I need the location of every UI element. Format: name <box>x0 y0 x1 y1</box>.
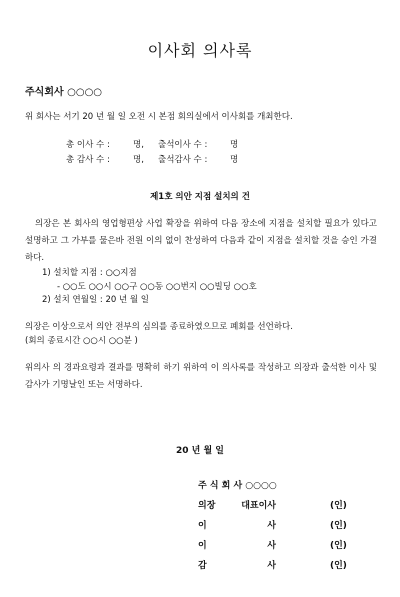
auditors-present-unit: 명 <box>230 155 239 165</box>
agenda-item-2: 2) 설치 연월일 : 20 년 월 일 <box>42 295 150 305</box>
directors-total-label: 총 이사 수 : <box>66 140 110 150</box>
signature-company: 주 식 회 사 ○○○○ <box>198 481 277 491</box>
document-date: 20 년 월 일 <box>175 446 224 456</box>
closing-statement: 의장은 이상으로서 의안 전부의 심의를 종료하였으므로 폐회를 선언하다. <box>25 322 293 332</box>
directors-present-unit: 명 <box>230 140 239 150</box>
meeting-intro: 위 회사는 서기 20 년 월 일 오전 시 본점 회의실에서 이사회를 개최한다. <box>25 112 293 122</box>
signature-director-label: 이 사 <box>198 541 276 551</box>
document-title: 이사회 의사록 <box>147 41 253 60</box>
agenda-body: 의장은 본 회사의 영업형편상 사업 확장을 위하여 다음 장소에 지점을 설치할 필요가 있다고 설명하고 그 가부를 물은바 전원 이의 없이 찬성하여 다음과 같이 지점을 설치할 것을 승인 가결하다. <box>25 219 377 263</box>
agenda-item-1-address: - ○○도 ○○시 ○○구 ○○동 ○○번지 ○○빌딩 ○○호 <box>57 282 257 292</box>
directors-present-label: 출석이사 수 : <box>158 140 208 150</box>
signature-director-label: 이 사 <box>198 521 276 531</box>
agenda-item-1: 1) 설치할 지점 : ○○지점 <box>42 268 137 278</box>
signature-seal: (인) <box>330 501 347 511</box>
agenda-title: 제1호 의안 지점 설치의 건 <box>150 192 250 202</box>
auditors-present-label: 출석감사 수 : <box>158 155 208 165</box>
signature-seal: (인) <box>330 561 347 571</box>
minutes-statement: 위의사 의 경과요령과 결과를 명확히 하기 위하여 이 의사록를 작성하고 의장과 출석한 이사 및 감사가 기명날인 또는 서명하다. <box>25 363 377 390</box>
signature-seal: (인) <box>330 521 347 531</box>
auditors-total-unit: 명, <box>133 155 144 165</box>
signature-chairman-label: 의장 대표이사 <box>198 501 276 511</box>
meeting-end-time: (회의 종료시간 ○○시 ○○분 ) <box>25 336 138 346</box>
directors-total-unit: 명, <box>133 140 144 150</box>
signature-auditor-label: 감 사 <box>198 561 276 571</box>
signature-seal: (인) <box>330 541 347 551</box>
company-name: 주식회사 ○○○○ <box>25 87 103 98</box>
auditors-total-label: 총 감사 수 : <box>66 155 110 165</box>
